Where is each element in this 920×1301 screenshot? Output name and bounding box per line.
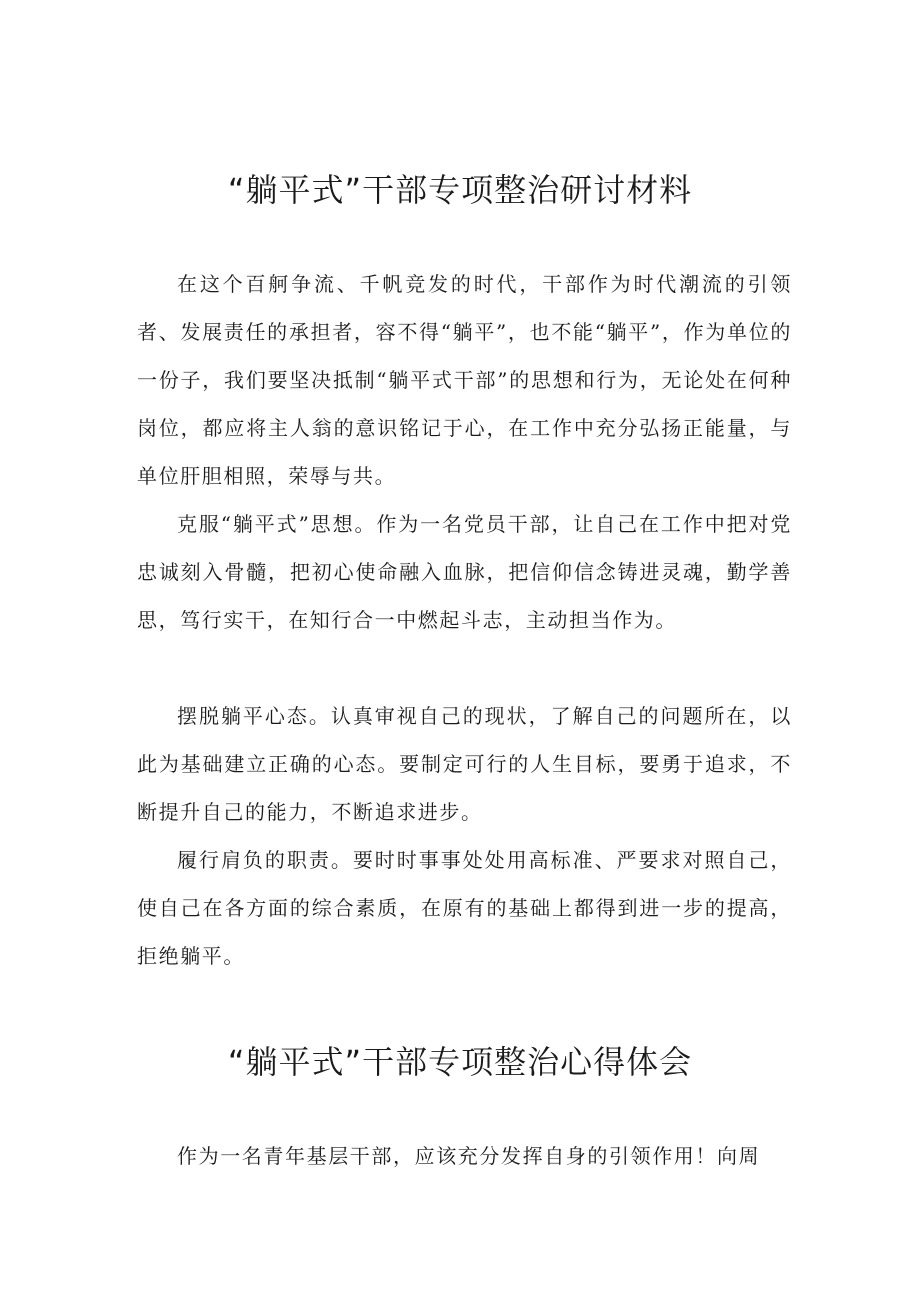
section-1-paragraph-1: 在这个百舸争流、千帆竞发的时代，干部作为时代潮流的引领者、发展责任的承担者，容不得“躺平”，也不能“躺平”，作为单位的一份子，我们要坚决抵制“躺平式干部”的思想和行为，无论处在何种岗位，都应将主人翁的意识铭记于心，在工作中充分弘扬正能量，与单位肝胆相照，荣辱与共。 xyxy=(137,272,792,488)
section-1-paragraph-3: 摆脱躺平心态。认真审视自己的现状，了解自己的问题所在，以此为基础建立正确的心态。要制定可行的人生目标，要勇于追求，不断提升自己的能力，不断追求进步。 xyxy=(137,704,792,824)
section-2-title: “躺平式”干部专项整治心得体会 xyxy=(227,1043,693,1081)
section-2-paragraph-1: 作为一名青年基层干部，应该充分发挥自身的引领作用！向周 xyxy=(177,1144,761,1168)
section-1-paragraph-2: 克服“躺平式”思想。作为一名党员干部，让自己在工作中把对党忠诚刻入骨髓，把初心使命融入血脉，把信仰信念铸进灵魂，勤学善思，笃行实干，在知行合一中燃起斗志，主动担当作为。 xyxy=(137,512,792,632)
section-1-title: “躺平式”干部专项整治研讨材料 xyxy=(227,171,693,209)
section-1-paragraph-4: 履行肩负的职责。要时时事事处处用高标准、严要求对照自己，使自己在各方面的综合素质，在原有的基础上都得到进一步的提高，拒绝躺平。 xyxy=(137,848,792,968)
